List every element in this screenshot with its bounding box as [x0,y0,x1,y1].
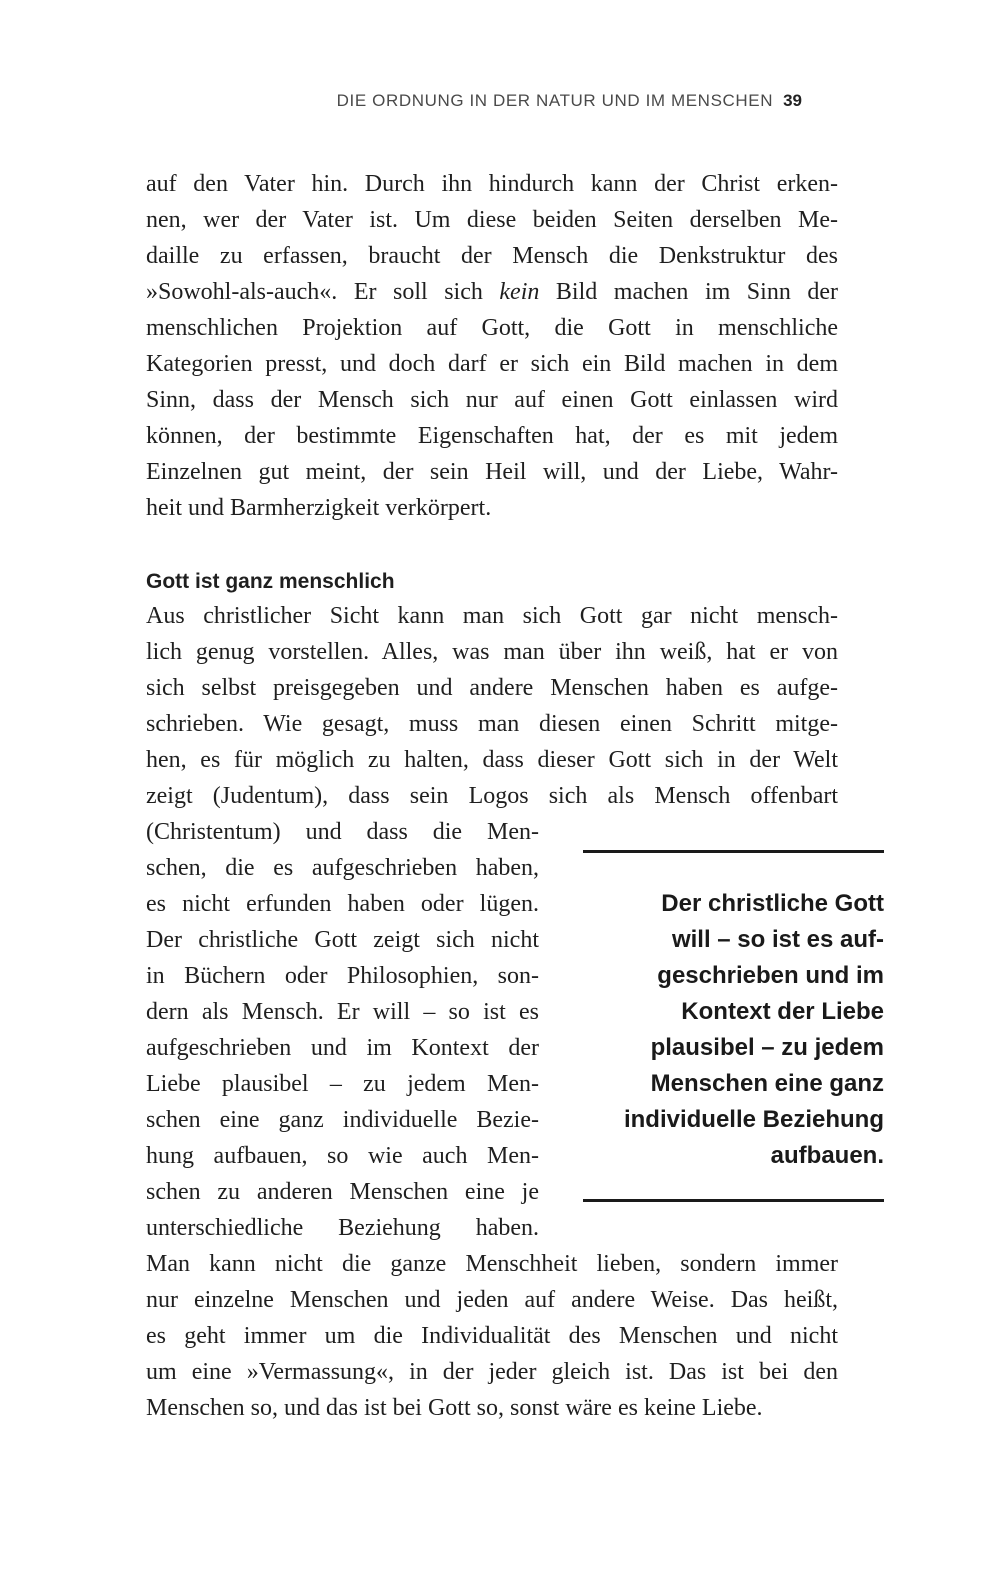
text-line: nur einzelne Menschen und jeden auf andere Weise. Das heißt, [146,1287,838,1313]
text-line: Der christliche Gott zeigt sich nicht [146,927,539,953]
text-line: können, der bestimmte Eigenschaften hat, der es mit jedem [146,423,838,449]
text-line: daille zu erfassen, braucht der Mensch die Denkstruktur des [146,243,838,269]
text-line: um eine »Vermassung«, in der jeder gleich ist. Das ist bei den [146,1359,838,1385]
pull-quote-line: Kontext der Liebe [681,998,884,1025]
text-line: lich genug vorstellen. Alles, was man über ihn weiß, hat er von [146,639,838,665]
text-line: Liebe plausibel – zu jedem Men- [146,1071,539,1097]
text-line: dern als Mensch. Er will – so ist es [146,999,539,1025]
pull-quote-top-rule [583,850,884,853]
text-line: »Sowohl-als-auch«. Er soll sich kein Bild machen im Sinn der [146,279,838,305]
text-line: hung aufbauen, so wie auch Men- [146,1143,539,1169]
pull-quote-line: individuelle Beziehung [623,1106,884,1133]
text-line: auf den Vater hin. Durch ihn hindurch kann der Christ erken- [146,171,838,197]
text-line: sich selbst preisgegeben und andere Menschen haben es aufge- [146,675,838,701]
text-line: schen eine ganz individuelle Bezie- [146,1107,539,1133]
text-line: es nicht erfunden haben oder lügen. [146,891,539,917]
pull-quote-bottom-rule [583,1199,884,1202]
page-number: 39 [783,91,802,110]
text-line: menschlichen Projektion auf Gott, die Gott in menschliche [146,315,838,341]
text-line: Sinn, dass der Mensch sich nur auf einen Gott einlassen wird [146,387,838,413]
text-line: (Christentum) und dass die Men- [146,819,539,845]
text-line: hen, es für möglich zu halten, dass dieser Gott sich in der Welt [146,747,838,773]
text-line: schen, die es aufgeschrieben haben, [146,855,539,881]
pull-quote-line: geschrieben und im [657,962,884,989]
pull-quote-line: Menschen eine ganz [650,1070,884,1097]
text-line: es geht immer um die Individualität des Menschen und nicht [146,1323,838,1349]
pull-quote-line: aufbauen. [770,1142,884,1169]
text-line: Einzelnen gut meint, der sein Heil will, und der Liebe, Wahr- [146,459,838,485]
text-line: Menschen so, und das ist bei Gott so, sonst wäre es keine Liebe. [146,1395,763,1421]
text-line: nen, wer der Vater ist. Um diese beiden Seiten derselben Me- [146,207,838,233]
text-line: in Büchern oder Philosophien, son- [146,963,539,989]
pull-quote-line: Der christliche Gott [661,890,884,917]
text-line: heit und Barmherzigkeit verkörpert. [146,495,492,521]
text-line: schrieben. Wie gesagt, muss man diesen einen Schritt mitge- [146,711,838,737]
text-line: aufgeschrieben und im Kontext der [146,1035,539,1061]
text-line: Aus christlicher Sicht kann man sich Gott gar nicht mensch- [146,603,838,629]
text-line: unterschiedliche Beziehung haben. [146,1215,539,1241]
section-heading: Gott ist ganz menschlich [146,570,395,593]
emphasis: kein [499,279,540,305]
text-line: schen zu anderen Menschen eine je [146,1179,539,1205]
pull-quote-line: plausibel – zu jedem [650,1034,884,1061]
text-line: Man kann nicht die ganze Menschheit lieben, sondern immer [146,1251,838,1277]
text-line: zeigt (Judentum), dass sein Logos sich als Mensch offenbart [146,783,838,809]
running-head-title: DIE ORDNUNG IN DER NATUR UND IM MENSCHEN [336,91,774,110]
running-head [240,91,802,111]
pull-quote-line: will – so ist es auf- [671,926,884,953]
text-line: Kategorien presst, und doch darf er sich ein Bild machen in dem [146,351,838,377]
